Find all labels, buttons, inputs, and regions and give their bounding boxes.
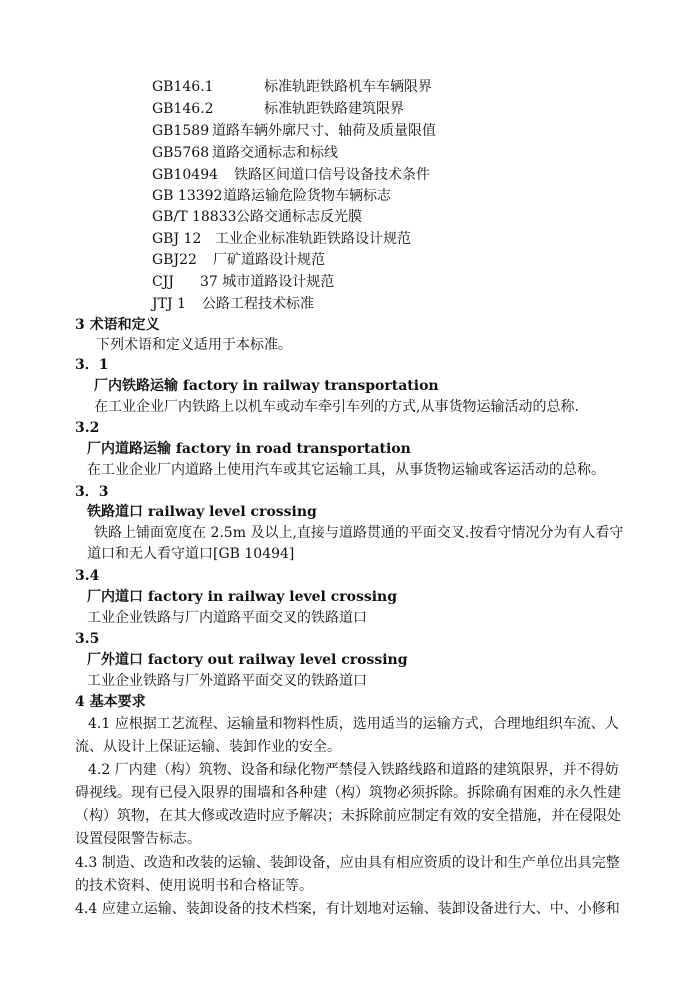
paragraph-line: 的技术资料、使用说明书和合格证等。 xyxy=(75,878,313,894)
paragraph-line: 设置侵限警告标志。 xyxy=(75,831,201,847)
reference-title: 公路工程技术标准 xyxy=(202,296,314,312)
section-intro: 下列术语和定义适用于本标准。 xyxy=(96,337,292,353)
reference-title: 公路交通标志反光膜 xyxy=(236,209,362,225)
reference-code: GB5768 xyxy=(152,145,210,161)
term-definition: 工业企业铁路与厂外道路平面交叉的铁路道口 xyxy=(87,673,367,689)
reference-item xyxy=(152,100,404,118)
reference-title: 工业企业标准轨距铁路设计规范 xyxy=(215,231,411,247)
paragraph-line: 4.3 制造、改造和改装的运输、装卸设备，应由具有相应资质的设计和生产单位出具完整 xyxy=(75,855,620,871)
term-name: 厂内铁路运输 factory in railway transportation xyxy=(94,378,439,394)
reference-code: GB1589 xyxy=(152,123,210,139)
section-heading: 4 基本要求 xyxy=(75,694,146,710)
term-number: 3.5 xyxy=(75,631,100,647)
term-name: 铁路道口 railway level crossing xyxy=(87,504,317,520)
paragraph-line: （构）筑物，在其大修或改造时应予解决；未拆除前应制定有效的安全措施，并在侵限处 xyxy=(75,808,621,824)
reference-item xyxy=(152,122,436,140)
term-number: 3．3 xyxy=(75,484,109,500)
reference-item xyxy=(152,230,411,248)
reference-code: CJJ xyxy=(152,274,174,290)
reference-code: GB146.1 xyxy=(152,79,214,95)
reference-item xyxy=(152,295,314,313)
paragraph-line: 4.2 厂内建（构）筑物、设备和绿化物严禁侵入铁路线路和道路的建筑限界，并不得妨 xyxy=(88,762,619,778)
term-name: 厂外道口 factory out railway level crossing xyxy=(87,652,408,668)
reference-item xyxy=(152,187,391,205)
reference-item xyxy=(152,208,362,226)
reference-title: 37 城市道路设计规范 xyxy=(200,274,335,290)
reference-item xyxy=(152,78,432,96)
reference-title: 道路交通标志和标线 xyxy=(212,145,338,161)
term-number: 3.2 xyxy=(75,420,100,436)
paragraph-line: 流、从设计上保证运输、装卸作业的安全。 xyxy=(75,739,341,755)
reference-title: 道路车辆外廓尺寸、轴荷及质量限值 xyxy=(212,123,436,139)
reference-title: 道路运输危险货物车辆标志 xyxy=(223,188,391,204)
term-number: 3．1 xyxy=(75,357,109,373)
term-definition: 工业企业铁路与厂内道路平面交叉的铁路道口 xyxy=(87,610,367,626)
term-definition: 道口和无人看守道口[GB 10494] xyxy=(87,546,295,562)
term-name: 厂内道路运输 factory in road transportation xyxy=(87,441,411,457)
section-heading: 3 术语和定义 xyxy=(75,317,160,333)
reference-title: 铁路区间道口信号设备技术条件 xyxy=(234,167,430,183)
reference-code: JTJ 1 xyxy=(152,296,186,312)
paragraph-line: 碍视线。现有已侵入限界的围墙和各种建（构）筑物必须拆除。拆除确有困难的永久性建 xyxy=(75,785,621,801)
paragraph-line: 4.4 应建立运输、装卸设备的技术档案，有计划地对运输、装卸设备进行大、中、小修和 xyxy=(75,901,620,917)
reference-code: GBJ 12 xyxy=(152,231,202,247)
reference-item xyxy=(152,144,338,162)
reference-item xyxy=(152,251,325,269)
paragraph-line: 4.1 应根据工艺流程、运输量和物料性质，选用适当的运输方式，合理地组织车流、人 xyxy=(88,716,619,732)
term-definition: 铁路上铺面宽度在 2.5m 及以上,直接与道路贯通的平面交叉.按看守情况分为有人看守 xyxy=(94,525,624,541)
term-name: 厂内道口 factory in railway level crossing xyxy=(87,589,398,605)
reference-title: 标准轨距铁路机车车辆限界 xyxy=(264,79,432,95)
reference-item xyxy=(152,273,334,291)
term-definition: 在工业企业厂内铁路上以机车或动车牵引车列的方式,从事货物运输活动的总称. xyxy=(94,399,579,415)
reference-code: GBJ22 xyxy=(152,252,197,268)
reference-title: 标准轨距铁路建筑限界 xyxy=(264,101,404,117)
reference-title: 厂矿道路设计规范 xyxy=(213,252,325,268)
reference-code: GB/T 18833 xyxy=(152,209,237,225)
reference-code: GB10494 xyxy=(152,167,219,183)
reference-code: GB 13392 xyxy=(152,188,223,204)
reference-item xyxy=(152,166,430,184)
term-definition: 在工业企业厂内道路上使用汽车或其它运输工具，从事货物运输或客运活动的总称。 xyxy=(87,462,605,478)
reference-code: GB146.2 xyxy=(152,101,214,117)
term-number: 3.4 xyxy=(75,568,100,584)
